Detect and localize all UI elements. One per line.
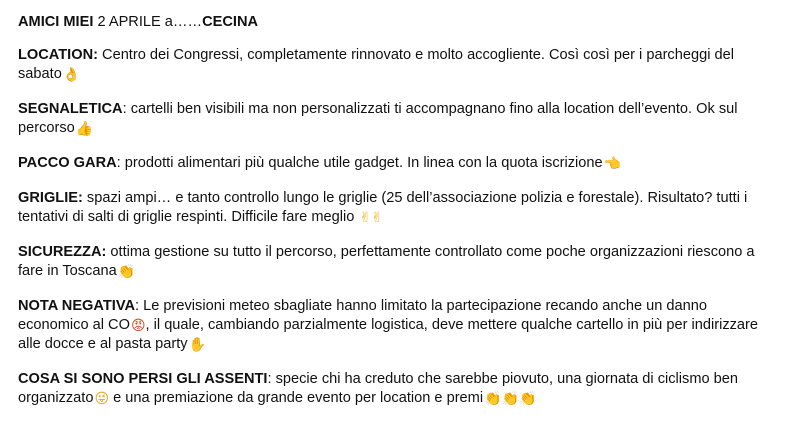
victory-hand-icon: ✌✌ [359, 210, 383, 226]
section-label: COSA SI SONO PERSI GLI ASSENTI [18, 371, 268, 387]
angry-face-icon: 😡 [130, 318, 146, 334]
section-text-continued: e una premiazione da grande evento per location e premi [109, 390, 484, 406]
section-label: SEGNALETICA [18, 101, 123, 117]
section-label: NOTA NEGATIVA [18, 298, 136, 314]
clapping-hands-icon: 👏👏👏 [484, 391, 537, 407]
section-pacco-gara [18, 154, 781, 173]
title-date: 2 APRILE a…… [97, 14, 203, 30]
document-title [18, 13, 781, 32]
thumbs-up-icon: 👍 [75, 121, 94, 137]
section-text: ottima gestione su tutto il percorso, perfettamente controllato come poche organizzazioni riescono a fare in Toscana [18, 244, 755, 279]
title-lead: AMICI MIEI [18, 14, 94, 30]
section-label: GRIGLIE: [18, 190, 83, 206]
section-text: : prodotti alimentari più qualche utile gadget. In linea con la quota iscrizione [116, 155, 603, 171]
winking-tongue-face-icon: 😜 [94, 391, 110, 407]
section-nota-negativa [18, 297, 781, 354]
clapping-hands-icon: 👏 [117, 264, 136, 280]
section-sicurezza [18, 243, 781, 281]
section-text-continued: , il quale, cambiando parzialmente logistica, deve mettere qualche cartello in più per indirizzare alle docce e al pasta party [18, 317, 758, 352]
section-text: : Le previsioni meteo sbagliate hanno limitato la partecipazione recando anche un danno economico al CO [18, 298, 707, 333]
section-text: spazi ampi… e tanto controllo lungo le griglie (25 dell’associazione polizia e forestale). Risultato? tutti i tentativi di salti di griglie respinti. Difficile fare meglio [18, 190, 748, 225]
pointing-left-icon: 👈 [603, 156, 622, 172]
section-assenti [18, 370, 781, 408]
raised-hand-icon: ✋ [188, 337, 206, 353]
section-label: SICUREZZA: [18, 244, 107, 260]
ok-hand-icon: 👌 [62, 67, 81, 83]
section-text: Centro dei Congressi, completamente rinnovato e molto accogliente. Così così per i parcheggi del sabato [18, 47, 734, 82]
section-location [18, 46, 781, 84]
section-segnaletica [18, 100, 781, 138]
section-text: : specie chi ha creduto che sarebbe piovuto, una giornata di ciclismo ben organizzato [18, 371, 739, 406]
section-text: : cartelli ben visibili ma non personalizzati ti accompagnano fino alla location dell’evento. Ok sul percorso [18, 101, 738, 136]
section-label: LOCATION: [18, 47, 98, 63]
title-location: CECINA [202, 14, 259, 30]
section-label: PACCO GARA [18, 155, 117, 171]
section-griglie [18, 189, 781, 227]
